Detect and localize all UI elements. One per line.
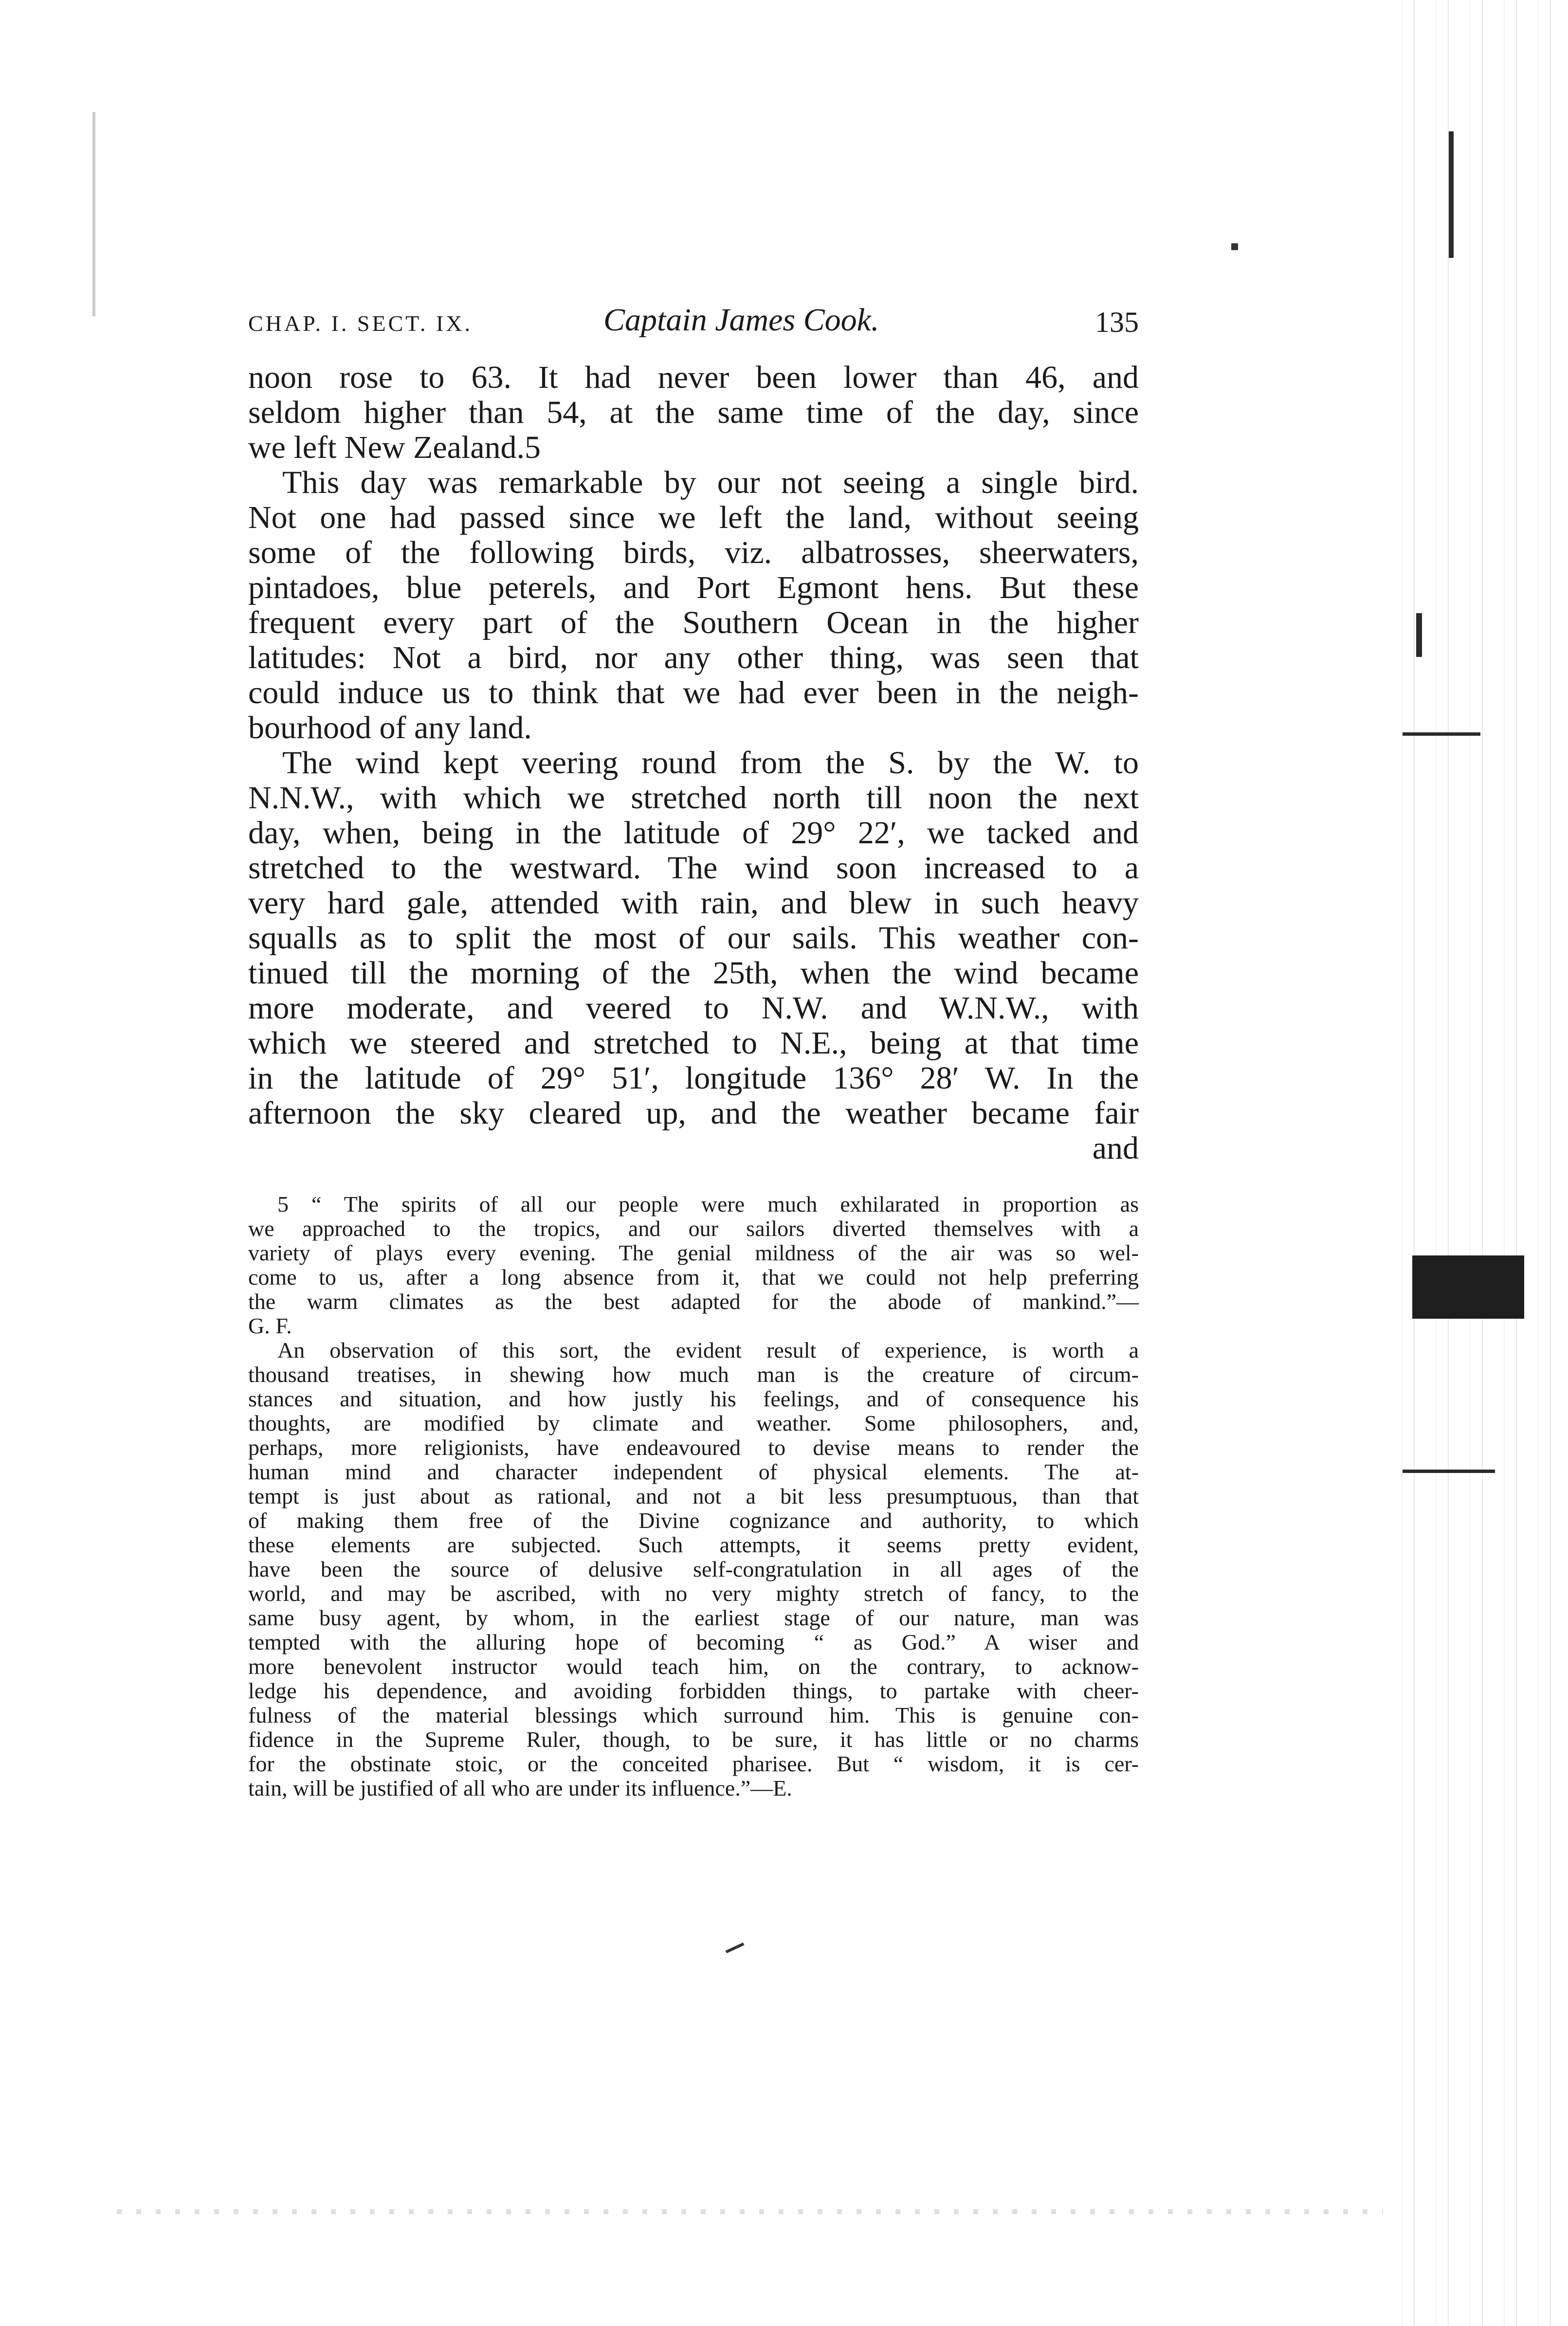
text-line: stretched to the westward. The wind soon increased to a [248, 850, 1139, 886]
scan-edge-mark [1449, 131, 1454, 258]
scan-edge-mark [1416, 613, 1422, 657]
running-head-chapter: CHAP. I. SECT. IX. [248, 311, 473, 336]
text-line: afternoon the sky cleared up, and the weather became fair [248, 1095, 1139, 1131]
footnote-line: An observation of this sort, the evident result of experience, is worth a [277, 1338, 1139, 1363]
page-body [248, 302, 1139, 1166]
scan-edge-mark [1403, 732, 1480, 736]
footnote-line: come to us, after a long absence from it, that we could not help preferring [248, 1265, 1139, 1290]
footnote-line: human mind and character independent of physical elements. The at- [248, 1459, 1139, 1484]
text-line: This day was remarkable by our not seeing a single bird. [282, 465, 1139, 500]
paragraph-2 [248, 465, 1139, 745]
text-line: noon rose to 63. It had never been lower than 46, and [248, 360, 1139, 395]
footnote-line: more benevolent instructor would teach him, on the contrary, to acknow- [248, 1654, 1139, 1679]
footnote-line: tempted with the alluring hope of becoming “ as God.” A wiser and [248, 1630, 1139, 1654]
text-line: pintadoes, blue peterels, and Port Egmont hens. But these [248, 570, 1139, 605]
text-line: we left New Zealand.5 [248, 430, 541, 465]
footnote-line: same busy agent, by whom, in the earliest stage of our nature, man was [248, 1605, 1139, 1630]
footnote-line: the warm climates as the best adapted for the abode of mankind.”— [248, 1289, 1139, 1314]
text-line: could induce us to think that we had ever been in the neigh- [248, 675, 1139, 710]
text-line: some of the following birds, viz. albatrosses, sheerwaters, [248, 535, 1139, 570]
text-line: Not one had passed since we left the land, without seeing [248, 500, 1139, 535]
footnote-line: tain, will be justified of all who are under its influence.”—E. [248, 1776, 792, 1800]
footnote-line: ledge his dependence, and avoiding forbidden things, to partake with cheer- [248, 1678, 1139, 1703]
text-line: bourhood of any land. [248, 710, 532, 745]
scan-edge-mark [1403, 1470, 1495, 1473]
editor-note [248, 1338, 1139, 1800]
text-line: day, when, being in the latitude of 29° 22′, we tacked and [248, 815, 1139, 851]
footnote-line: stances and situation, and how justly his feelings, and of consequence his [248, 1386, 1139, 1411]
page-number: 135 [1095, 306, 1139, 338]
footnote-line: 5 “ The spirits of all our people were much exhilarated in proportion as [277, 1192, 1139, 1217]
catchword: and [1092, 1130, 1139, 1166]
footnote-line: perhaps, more religionists, have endeavoured to devise means to render the [248, 1435, 1139, 1460]
scan-fleck [1231, 243, 1238, 250]
text-line: in the latitude of 29° 51′, longitude 136° 28′ W. In the [248, 1060, 1139, 1096]
text-line: which we steered and stretched to N.E., being at that time [248, 1025, 1139, 1061]
main-text [248, 360, 1139, 1166]
footnote-line: thoughts, are modified by climate and weather. Some philosophers, and, [248, 1411, 1139, 1436]
footnote-line: fidence in the Supreme Ruler, though, to be sure, it has little or no charms [248, 1727, 1139, 1752]
footnote-line: world, and may be ascribed, with no very mighty stretch of fancy, to the [248, 1581, 1139, 1606]
paragraph-3 [248, 745, 1139, 1166]
paragraph-1 [248, 360, 1139, 465]
scan-left-shadow [92, 112, 95, 316]
footnote-line: we approached to the tropics, and our sailors diverted themselves with a [248, 1216, 1139, 1241]
text-line: tinued till the morning of the 25th, when the wind became [248, 955, 1139, 991]
text-line: frequent every part of the Southern Ocean in the higher [248, 605, 1139, 640]
running-head-title: Captain James Cook. [603, 302, 879, 338]
text-line: more moderate, and veered to N.W. and W.N.W., with [248, 990, 1139, 1026]
footnote-line: thousand treatises, in shewing how much man is the creature of circum- [248, 1362, 1139, 1387]
text-line: very hard gale, attended with rain, and blew in such heavy [248, 885, 1139, 921]
text-line: seldom higher than 54, at the same time of the day, since [248, 395, 1139, 430]
footnote-line: variety of plays every evening. The genial mildness of the air was so wel- [248, 1240, 1139, 1265]
footnote-line: for the obstinate stoic, or the conceited pharisee. But “ wisdom, it is cer- [248, 1751, 1139, 1776]
scan-dark-block [1412, 1255, 1524, 1319]
footnote-5 [248, 1192, 1139, 1338]
scan-fleck [726, 1943, 745, 1953]
footnote-line: G. F. [248, 1313, 292, 1338]
footnote-line: of making them free of the Divine cognizance and authority, to which [248, 1508, 1139, 1533]
footnote-line: fulness of the material blessings which surround him. This is genuine con- [248, 1703, 1139, 1727]
footnote-line: have been the source of delusive self-congratulation in all ages of the [248, 1557, 1139, 1581]
footnotes [248, 1192, 1139, 1800]
footnote-line: tempt is just about as rational, and not a bit less presumptuous, than that [248, 1484, 1139, 1508]
text-line: N.N.W., with which we stretched north till noon the next [248, 780, 1139, 816]
text-line: squalls as to split the most of our sails. This weather con- [248, 920, 1139, 956]
scan-bottom-noise [117, 2209, 1383, 2214]
text-line: The wind kept veering round from the S. by the W. to [282, 745, 1139, 781]
running-header [248, 302, 1139, 360]
text-line: latitudes: Not a bird, nor any other thing, was seen that [248, 640, 1139, 675]
scan-edge-shadow [1393, 0, 1568, 2326]
footnote-line: these elements are subjected. Such attempts, it seems pretty evident, [248, 1532, 1139, 1557]
